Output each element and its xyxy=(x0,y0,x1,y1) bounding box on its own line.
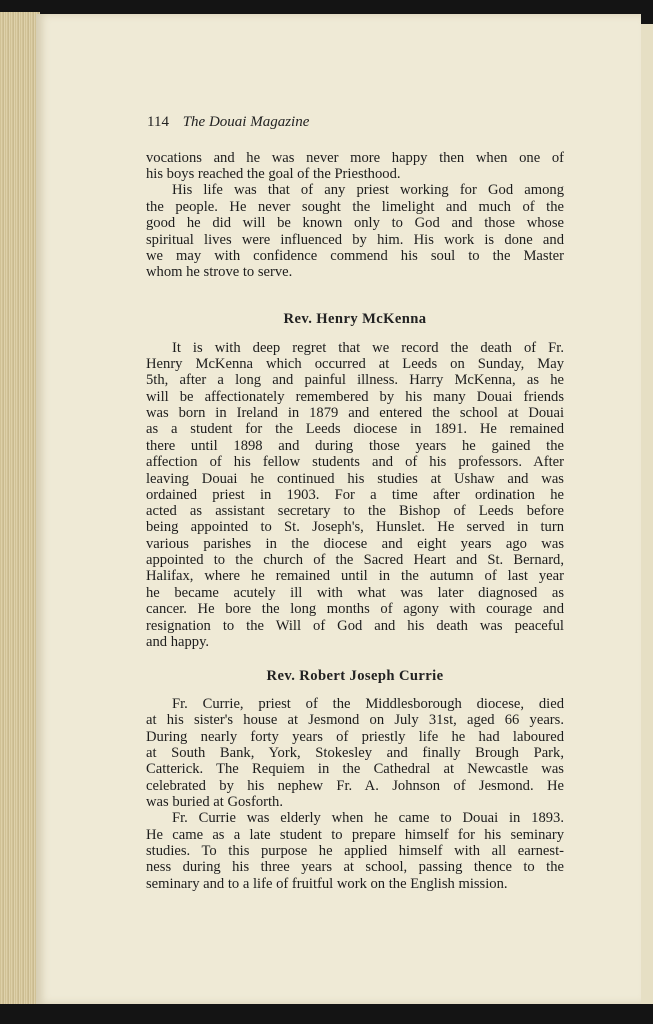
text-line: He came as a late student to prepare himself for his seminary xyxy=(146,827,564,843)
text-line: His life was that of any priest working for God among xyxy=(172,182,564,198)
scan-background-bottom xyxy=(0,1004,653,1024)
text-line: affection of his fellow students and of his professors. After xyxy=(146,454,564,470)
text-line: Fr. Currie, priest of the Middlesborough diocese, died xyxy=(172,696,564,712)
page-edges xyxy=(0,12,40,1004)
running-head xyxy=(147,114,309,131)
text-line: celebrated by his nephew Fr. A. Johnson of Jesmond. He xyxy=(146,778,564,794)
text-line: there until 1898 and during those years he gained the xyxy=(146,438,564,454)
text-line: ordained priest in 1903. For a time after ordination he xyxy=(146,487,564,503)
text-line: seminary and to a life of fruitful work on the English mission. xyxy=(146,876,508,892)
facing-page-edge xyxy=(641,24,653,1004)
text-line: During nearly forty years of priestly life he had laboured xyxy=(146,729,564,745)
text-line: being appointed to St. Joseph's, Hunslet. He served in turn xyxy=(146,519,564,535)
text-line: Fr. Currie was elderly when he came to Douai in 1893. xyxy=(172,810,564,826)
text-line: ness during his three years at school, passing thence to the xyxy=(146,859,564,875)
text-line: cancer. He bore the long months of agony with courage and xyxy=(146,601,564,617)
text-line: studies. To this purpose he applied himself with all earnest- xyxy=(146,843,564,859)
text-line: and happy. xyxy=(146,634,210,650)
text-line: spiritual lives were influenced by him. His work is done and xyxy=(146,232,564,248)
text-line: resignation to the Will of God and his death was peaceful xyxy=(146,618,564,634)
scan-background-top xyxy=(0,0,653,14)
text-line: as a student for the Leeds diocese in 1891. He remained xyxy=(146,421,564,437)
page-number: 114 xyxy=(147,114,169,130)
text-line: leaving Douai he continued his studies at Ushaw and was xyxy=(146,471,564,487)
text-line: vocations and he was never more happy then when one of xyxy=(146,150,564,166)
text-line: we may with confidence commend his soul to the Master xyxy=(146,248,564,264)
text-line: It is with deep regret that we record the death of Fr. xyxy=(172,340,564,356)
text-line: his boys reached the goal of the Priesthood. xyxy=(146,166,401,182)
text-line: at South Bank, York, Stokesley and finally Brough Park, xyxy=(146,745,564,761)
text-line: will be affectionately remembered by his many Douai friends xyxy=(146,389,564,405)
section-heading-currie: Rev. Robert Joseph Currie xyxy=(266,668,444,684)
text-line: acted as assistant secretary to the Bishop of Leeds before xyxy=(146,503,564,519)
text-line: was born in Ireland in 1879 and entered the school at Douai xyxy=(146,405,564,421)
section-heading-mckenna: Rev. Henry McKenna xyxy=(283,311,427,327)
text-line: the people. He never sought the limelight and much of the xyxy=(146,199,564,215)
text-line: Catterick. The Requiem in the Cathedral at Newcastle was xyxy=(146,761,564,777)
text-line: was buried at Gosforth. xyxy=(146,794,283,810)
text-line: various parishes in the diocese and eight years ago was xyxy=(146,536,564,552)
text-line: he became acutely ill with what was later diagnosed as xyxy=(146,585,564,601)
text-line: whom he strove to serve. xyxy=(146,264,293,280)
text-line: 5th, after a long and painful illness. Harry McKenna, as he xyxy=(146,372,564,388)
text-line: at his sister's house at Jesmond on July 31st, aged 66 years. xyxy=(146,712,564,728)
text-line: Halifax, where he remained until in the autumn of last year xyxy=(146,568,564,584)
text-line: appointed to the church of the Sacred Heart and St. Bernard, xyxy=(146,552,564,568)
magazine-title: The Douai Magazine xyxy=(182,114,310,130)
text-line: Henry McKenna which occurred at Leeds on Sunday, May xyxy=(146,356,564,372)
text-line: good he did will be known only to God and those whose xyxy=(146,215,564,231)
